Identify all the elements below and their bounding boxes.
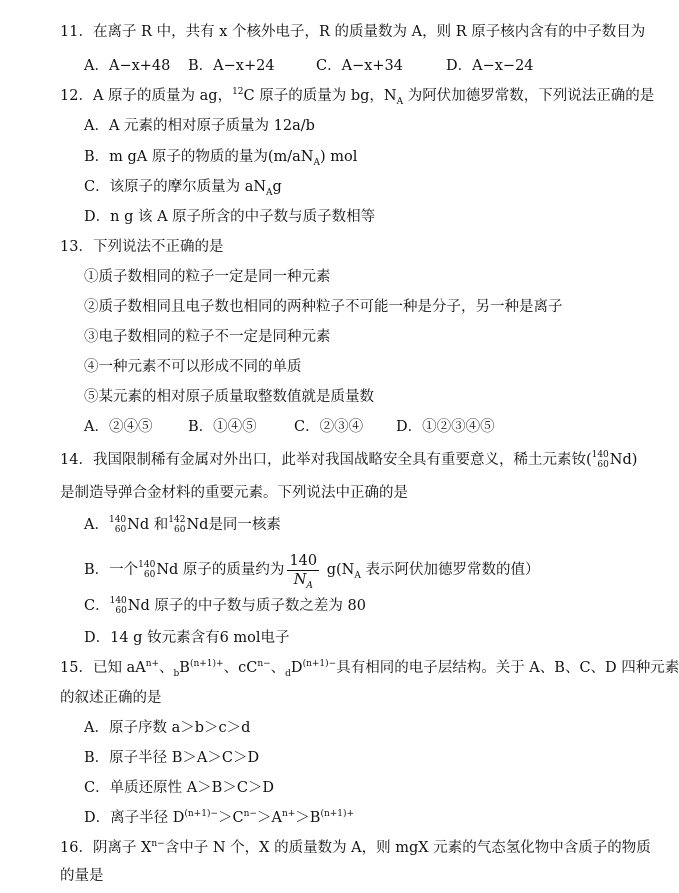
q11-option-b: B．A−x+24 [188,58,275,74]
q15-option-b: B．原子半径 B＞A＞C＞D [84,750,260,766]
q16-stem: 16．阴离子 $X^{n-}$含中子 N 个，X 的质量数为 A，则 mgX 元素的气态氢化物中含质子的物质 [60,839,651,856]
q15-option-d: D．离子半径 $D^{(n+1)-}>C^{n-}>A^{n+}>B^{(n+1)+}$ [84,809,355,826]
q13-statement-3: ③电子数相同的粒子不一定是同种元素 [84,329,331,345]
q13-option-b: B．①④⑤ [188,419,257,435]
q15-stem-line2: 的叙述正确的是 [60,690,162,706]
q13-option-c: C．②③④ [294,419,364,435]
q14-option-b: B．一个 140 60 Nd 原子的质量约为 $\frac{140}{N_A}$ $g(N_A$ 表示阿伏加德罗常数的值） [84,552,540,591]
q11-options [84,56,604,76]
q11-option-a: A．A−x+48 [84,58,171,74]
q14-option-a: A． 140 60 Nd 和 142 60 Nd是同一核素 [84,515,281,535]
q15-option-a: A．原子序数 a＞b＞c＞d [84,720,251,736]
q15-option-c: C．单质还原性 A＞B＞C＞D [84,780,275,796]
q13-options [84,417,604,437]
q12-option-a: A．A 元素的相对原子质量为 12a/b [84,118,315,134]
q11-stem: 11．在离子 R 中，共有 x 个核外电子，R 的质量数为 A，则 R 原子核内含有的中子数目为 [60,24,646,40]
q12-stem: 12．A 原子的质量为 ag，$^{12}$C 原子的质量为 bg，$N_A$ 为阿伏加德罗常数，下列说法正确的是 [60,87,655,107]
q12-option-b: B．m gA 原子的物质的量为$(m/aN_A)$ mol [84,149,358,168]
q11-option-d: D．A−x−24 [446,58,534,74]
q14-option-d: D．14 g 钕元素含有6 mol电子 [84,630,290,646]
q15-stem: 15．已知 $aA^{n+}$、$_bB^{(n+1)+}$、$cC^{n-}$、$_dD^{(n+1)-}$具有相同的电子层结构。关于 A、B、C、D 四种元素 [60,659,679,679]
q13-stem: 13．下列说法不正确的是 [60,239,224,255]
q13-option-a: A．②④⑤ [84,419,153,435]
q13-option-d: D．①②③④⑤ [396,419,495,435]
q16-stem-line2: 的量是 [60,868,104,884]
q12-option-d: D．n g 该 A 原子所含的中子数与质子数相等 [84,209,376,225]
q13-statement-1: ①质子数相同的粒子一定是同一种元素 [84,269,331,285]
q13-statement-2: ②质子数相同且电子数也相同的两种粒子不可能一种是分子，另一种是离子 [84,299,563,315]
q14-option-c: C． 140 60 Nd 原子的中子数与质子数之差为 80 [84,596,366,616]
q14-stem-line2: 是制造导弹合金材料的重要元素。下列说法中正确的是 [60,485,408,501]
q14-nd-isotope-stem: 140 60 [591,450,609,470]
q14-mass-fraction: $\frac{140}{N_A}$ [289,552,318,591]
q13-statement-5: ⑤某元素的相对原子质量取整数值就是质量数 [84,389,374,405]
q11-option-c: C．A−x+34 [316,58,403,74]
q13-statement-4: ④一种元素不可以形成不同的单质 [84,359,302,375]
q14-stem: 14．我国限制稀有金属对外出口，此举对我国战略安全具有重要意义，稀土元素钕( 140 60 Nd) [60,450,638,470]
q12-option-c: C．该原子的摩尔质量为 $aN_Ag$ [84,179,282,198]
